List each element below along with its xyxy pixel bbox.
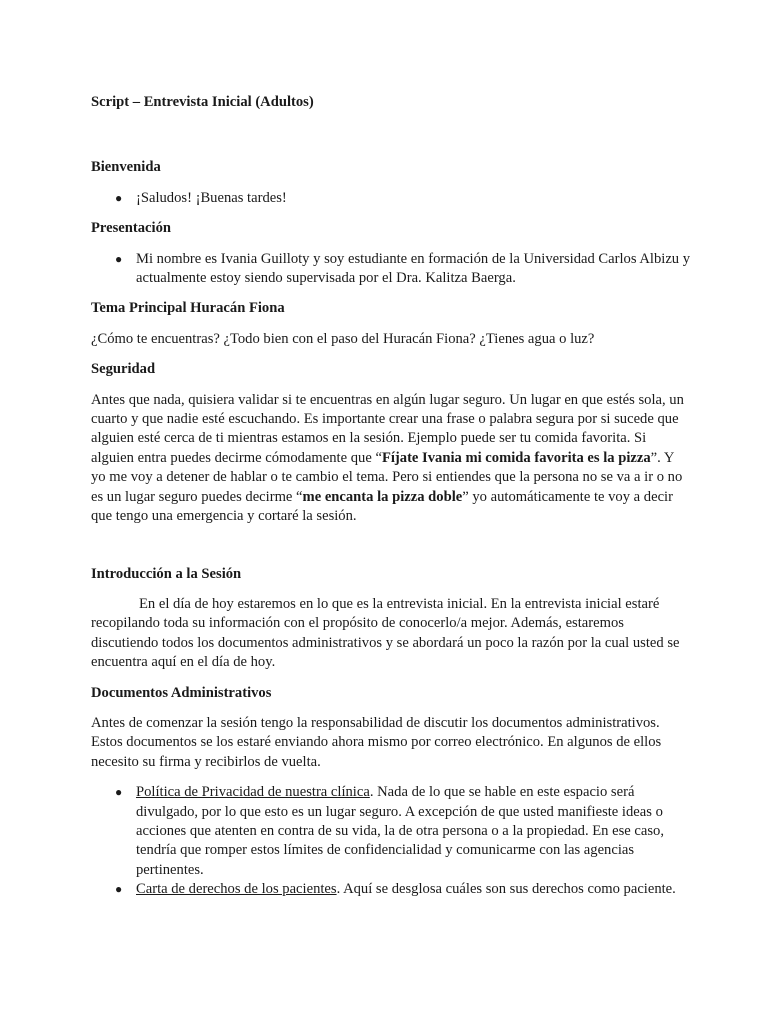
privacy-policy-title: Política de Privacidad de nuestra clínica [136,784,370,801]
list-item [91,783,691,880]
patient-rights-title: Carta de derechos de los pacientes [136,881,337,898]
seguridad-text-1: Antes que nada, quisiera validar si te encuentras en algún lugar seguro. Un lugar en que estés sola, un cuarto y que nadie esté escuchando. Es importante crear una frase o palabra segura por si sucede que alguien esté cerca de ti mientras estamos en la sesión. Ejemplo puede ser tu comida favorita. Si alguien entra puedes decirme cómodamente que “ [91,391,684,466]
seguridad-text-3: ” yo automáticamente te voy a decir que tengo una emergencia y cortaré la sesión. [91,488,673,525]
patient-rights-text: . Aquí se desglosa cuáles son sus derechos como paciente. [336,881,676,898]
bullet-icon: ● [115,785,123,800]
bullet-icon: ● [115,190,123,205]
bullet-icon: ● [115,251,123,266]
documentos-list [91,783,691,899]
documentos-text: Antes de comenzar la sesión tengo la responsabilidad de discutir los documentos administrativos. Estos documentos se los estaré enviando ahora mismo por correo electrónico. En algunos de ellos necesito su firma y recibirlos de vuelta. [91,714,662,770]
heading-seguridad: Seguridad [91,361,156,378]
introduccion-text: En el día de hoy estaremos en lo que es la entrevista inicial. En la entrevista inicial estaré recopilando toda su información con el propósito de conocerlo/a mejor. Además, estaremos discutiendo todos los documentos administrativos y se abordará un poco la razón por la cual usted se encuentra aquí en el día de hoy. [91,595,680,671]
bienvenida-list [91,189,691,208]
document-page [91,93,691,911]
bienvenida-text: ¡Saludos! ¡Buenas tardes! [136,189,287,206]
document-title: Script – Entrevista Inicial (Adultos) [91,94,314,110]
heading-introduccion: Introducción a la Sesión [91,565,242,582]
tema-text: ¿Cómo te encuentras? ¿Todo bien con el paso del Huracán Fiona? ¿Tienes agua o luz? [91,330,595,347]
seguridad-paragraph [91,391,691,527]
safe-phrase-1: Fíjate Ivania mi comida favorita es la pizza [381,449,651,466]
privacy-policy-text: . Nada de lo que se hable en este espacio será divulgado, por lo que esto es un lugar seguro. A excepción de que usted manifieste ideas o acciones que atenten en contra de su vida, la de otra persona o a la propiedad. En ese caso, tendría que romper estos límites de confidencialidad y comunicarme con las agencias pertinentes. [136,784,664,878]
safe-phrase-2: me encanta la pizza doble [302,488,463,505]
heading-documentos: Documentos Administrativos [91,684,272,701]
list-item [91,250,691,289]
seguridad-text-2: ”. Y yo me voy a detener de hablar o te cambio el tema. Pero si entiendes que la persona no se va a ir o no es un lugar seguro puedes decirme “ [91,449,683,505]
list-item [91,880,691,899]
heading-tema-principal: Tema Principal Huracán Fiona [91,300,285,317]
heading-presentacion: Presentación [91,220,171,237]
list-item [91,189,691,208]
heading-bienvenida: Bienvenida [91,159,161,176]
presentacion-text: Mi nombre es Ivania Guilloty y soy estudiante en formación de la Universidad Carlos Albizu y actualmente estoy siendo supervisada por el Dra. Kalitza Baerga. [136,250,691,287]
bullet-icon: ● [115,882,123,897]
presentacion-list [91,250,691,289]
